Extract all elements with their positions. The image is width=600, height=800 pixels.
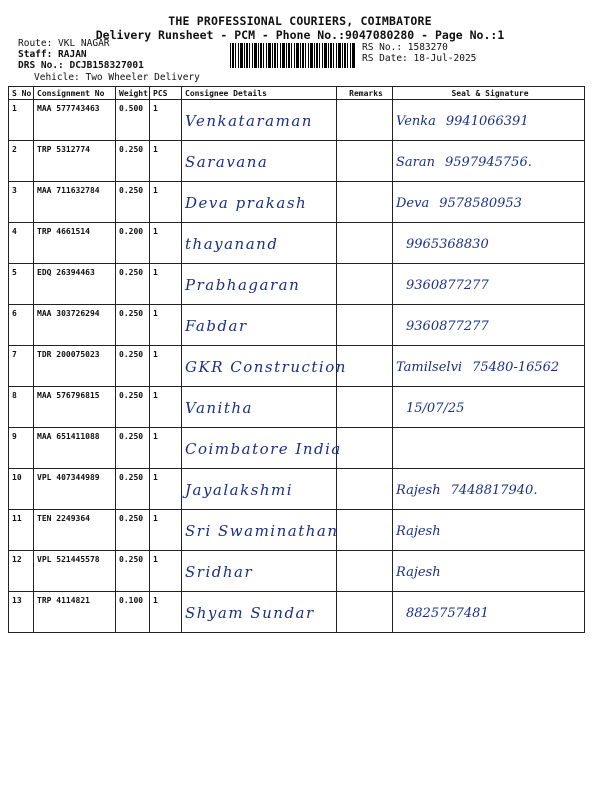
cell-remarks [337,264,393,305]
signature-handwriting [396,524,582,539]
signature-mark: Deva [396,196,430,211]
cell-sno: 10 [9,469,34,510]
cell-pcs: 1 [150,592,182,633]
table-row [9,141,585,182]
signature-handwriting [396,278,582,293]
cell-signature [393,510,585,551]
cell-remarks [337,182,393,223]
cell-consignment: TDR 200075023 [34,346,116,387]
cell-consignment: MAA 303726294 [34,305,116,346]
cell-sno: 9 [9,428,34,469]
table-body [9,100,585,633]
cell-consignee [182,305,337,346]
cell-consignment: VPL 407344989 [34,469,116,510]
table-row [9,551,585,592]
cell-remarks [337,141,393,182]
cell-pcs: 1 [150,223,182,264]
cell-signature [393,305,585,346]
runsheet-title: THE PROFESSIONAL COURIERS, COIMBATORE [168,14,432,28]
signature-handwriting [396,401,582,416]
cell-consignment: MAA 651411088 [34,428,116,469]
cell-consignee [182,551,337,592]
cell-consignment: TRP 4661514 [34,223,116,264]
signature-handwriting [396,196,582,211]
cell-consignment: TRP 4114821 [34,592,116,633]
consignee-handwriting: Venkataraman [185,112,313,130]
table-row [9,469,585,510]
cell-pcs: 1 [150,469,182,510]
signature-handwriting [396,565,582,580]
consignee-handwriting: GKR Construction [185,358,347,376]
consignee-handwriting: thayanand [185,235,279,253]
signature-phone: 7448817940. [450,483,538,498]
table-row [9,182,585,223]
cell-remarks [337,510,393,551]
consignee-handwriting: Deva prakash [185,194,308,212]
cell-sno: 11 [9,510,34,551]
cell-remarks [337,428,393,469]
cell-weight: 0.250 [116,387,150,428]
cell-weight: 0.250 [116,551,150,592]
cell-consignee [182,141,337,182]
cell-sno: 3 [9,182,34,223]
runsheet-meta-right [362,42,476,64]
cell-consignment: VPL 521445578 [34,551,116,592]
cell-signature [393,100,585,141]
cell-signature [393,592,585,633]
cell-consignment: MAA 711632784 [34,182,116,223]
cell-signature [393,428,585,469]
cell-remarks [337,223,393,264]
signature-mark: Tamilselvi [396,360,463,375]
cell-consignee [182,428,342,469]
rs-number: RS No.: 1583270 [362,42,448,53]
cell-consignee [182,387,337,428]
cell-sno: 2 [9,141,34,182]
cell-consignee [182,264,337,305]
cell-consignee [182,100,337,141]
cell-pcs: 1 [150,387,182,428]
cell-sno: 13 [9,592,34,633]
table-header-row [9,87,585,100]
cell-sno: 1 [9,100,34,141]
consignee-handwriting: Saravana [185,153,269,171]
table-row [9,100,585,141]
cell-consignee [182,592,337,633]
table-row [9,264,585,305]
cell-consignee [182,182,337,223]
consignee-handwriting: Shyam Sundar [185,604,315,622]
table-row [9,592,585,633]
signature-mark: Rajesh [396,483,441,498]
cell-remarks [337,100,393,141]
cell-sno: 5 [9,264,34,305]
cell-pcs: 1 [150,264,182,305]
consignee-handwriting: Jayalakshmi [185,481,294,499]
cell-sno: 4 [9,223,34,264]
col-consignment: Consignment No [34,87,116,100]
cell-sno: 7 [9,346,34,387]
cell-sno: 8 [9,387,34,428]
signature-handwriting [396,319,582,334]
rs-date: RS Date: 18-Jul-2025 [362,53,477,64]
signature-handwriting [396,114,582,129]
cell-weight: 0.250 [116,346,150,387]
cell-signature [393,469,585,510]
runsheet-subtitle: Delivery Runsheet - PCM - Phone No.:9047080280 - Page No.:1 [95,28,505,42]
col-sno: S No [9,87,34,100]
staff-label: Staff: RAJAN [18,49,87,60]
col-weight: Weight [116,87,150,100]
consignee-handwriting: Prabhagaran [185,276,301,294]
vehicle-label: Vehicle: Two Wheeler Delivery [34,72,200,83]
runsheet-table [8,86,585,633]
cell-signature [393,264,585,305]
cell-pcs: 1 [150,305,182,346]
signature-mark: Saran [396,155,435,170]
cell-remarks [337,387,393,428]
consignee-handwriting: Coimbatore India [185,440,342,458]
cell-weight: 0.250 [116,264,150,305]
cell-weight: 0.250 [116,428,150,469]
cell-pcs: 1 [150,100,182,141]
cell-pcs: 1 [150,182,182,223]
table-row [9,428,585,469]
table-row [9,510,585,551]
cell-consignee [182,346,347,387]
cell-signature [393,223,585,264]
drs-number: DRS No.: DCJB158327001 [18,60,144,71]
table-row [9,305,585,346]
cell-consignment: MAA 577743463 [34,100,116,141]
cell-consignee [182,510,337,551]
cell-weight: 0.250 [116,469,150,510]
cell-weight: 0.250 [116,141,150,182]
cell-weight: 0.500 [116,100,150,141]
consignee-handwriting: Sridhar [185,563,254,581]
signature-phone: 9941066391 [445,114,529,129]
signature-mark: Rajesh [396,565,441,580]
cell-consignee [182,223,337,264]
cell-signature [393,141,585,182]
consignee-handwriting: Vanitha [185,399,253,417]
consignee-handwriting: Sri Swaminathan [185,522,339,540]
cell-signature [393,387,585,428]
cell-weight: 0.250 [116,182,150,223]
table-row [9,223,585,264]
table-row [9,387,585,428]
col-pcs: PCS [150,87,182,100]
cell-consignment: MAA 576796815 [34,387,116,428]
cell-signature [393,182,585,223]
col-remarks: Remarks [337,87,393,100]
cell-consignment: TEN 2249364 [34,510,116,551]
cell-sno: 6 [9,305,34,346]
cell-consignment: TRP 5312774 [34,141,116,182]
signature-mark: Venka [396,114,436,129]
barcode-image [230,43,355,68]
signature-phone: 75480-16562 [472,360,560,375]
signature-phone: 9360877277 [406,278,489,293]
signature-phone: 9578580953 [439,196,522,211]
signature-phone: 15/07/25 [406,401,465,416]
runsheet-meta-left [18,38,144,71]
signature-handwriting [396,237,582,252]
cell-remarks [337,305,393,346]
signature-mark: Rajesh [396,524,441,539]
cell-remarks [337,469,393,510]
signature-handwriting [396,606,582,621]
cell-remarks [337,551,393,592]
signature-handwriting [396,155,582,170]
cell-pcs: 1 [150,428,182,469]
cell-consignee [182,469,337,510]
cell-weight: 0.100 [116,592,150,633]
cell-pcs: 1 [150,141,182,182]
cell-sno: 12 [9,551,34,592]
table-row [9,346,585,387]
signature-phone: 9360877277 [406,319,489,334]
cell-pcs: 1 [150,551,182,592]
signature-handwriting [396,483,582,498]
signature-phone: 9597945756. [445,155,532,170]
cell-signature [393,551,585,592]
cell-weight: 0.250 [116,510,150,551]
route-label: Route: VKL NAGAR [18,38,110,49]
cell-weight: 0.200 [116,223,150,264]
signature-handwriting [396,442,582,457]
col-consignee: Consignee Details [182,87,337,100]
signature-handwriting [396,360,582,375]
cell-pcs: 1 [150,346,182,387]
signature-phone: 9965368830 [406,237,489,252]
cell-remarks [337,592,393,633]
cell-consignment: EDQ 26394463 [34,264,116,305]
col-signature: Seal & Signature [393,87,585,100]
cell-pcs: 1 [150,510,182,551]
cell-weight: 0.250 [116,305,150,346]
cell-signature [393,346,585,387]
consignee-handwriting: Fabdar [185,317,248,335]
signature-phone: 8825757481 [406,606,489,621]
